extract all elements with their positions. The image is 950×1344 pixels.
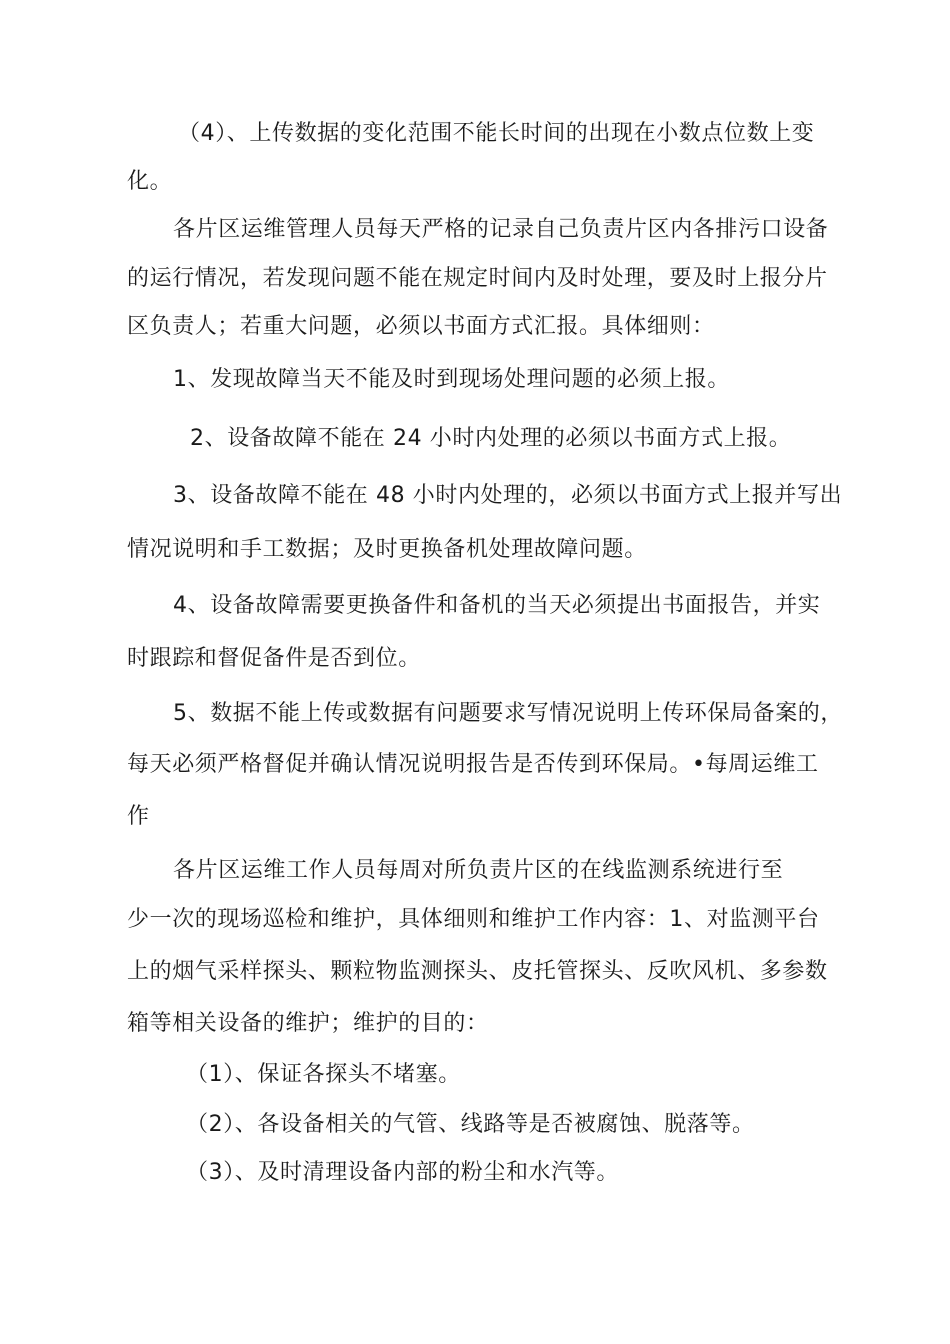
paragraph-line: 化。 xyxy=(127,169,173,194)
sub-item-2: （2）、各设备相关的气管、线路等是否被腐蚀、脱落等。 xyxy=(186,1112,755,1137)
list-item-3: 3、设备故障不能在 48 小时内处理的，必须以书面方式上报并写出 xyxy=(173,483,843,508)
list-item-2: 2、设备故障不能在 24 小时内处理的必须以书面方式上报。 xyxy=(190,426,792,451)
list-item-1: 1、发现故障当天不能及时到现场处理问题的必须上报。 xyxy=(173,367,730,392)
paragraph-line: 作 xyxy=(127,804,150,829)
paragraph-line: 情况说明和手工数据；及时更换备机处理故障问题。 xyxy=(127,537,647,562)
paragraph-line: 每天必须严格督促并确认情况说明报告是否传到环保局。•每周运维工 xyxy=(127,752,819,777)
paragraph-line: 上的烟气采样探头、颗粒物监测探头、皮托管探头、反吹风机、多参数 xyxy=(127,959,828,984)
paragraph-line: 时跟踪和督促备件是否到位。 xyxy=(127,646,421,671)
paragraph-line: 各片区运维管理人员每天严格的记录自己负责片区内各排污口设备 xyxy=(173,217,829,242)
list-item-4: 4、设备故障需要更换备件和备机的当天必须提出书面报告，并实 xyxy=(173,593,821,618)
paragraph-line: 区负责人；若重大问题，必须以书面方式汇报。具体细则： xyxy=(127,314,715,339)
list-item-5: 5、数据不能上传或数据有问题要求写情况说明上传环保局备案的， xyxy=(173,701,843,726)
sub-item-1: （1）、保证各探头不堵塞。 xyxy=(186,1062,461,1087)
paragraph-line: 箱等相关设备的维护；维护的目的： xyxy=(127,1011,489,1036)
paragraph-line: 各片区运维工作人员每周对所负责片区的在线监测系统进行至 xyxy=(173,858,784,883)
sub-item-3: （3）、及时清理设备内部的粉尘和水汽等。 xyxy=(186,1160,619,1185)
paragraph-line: （4）、上传数据的变化范围不能长时间的出现在小数点位数上变 xyxy=(178,121,815,146)
paragraph-line: 的运行情况，若发现问题不能在规定时间内及时处理，要及时上报分片 xyxy=(127,266,828,291)
paragraph-line: 少一次的现场巡检和维护，具体细则和维护工作内容：1、对监测平台 xyxy=(127,907,820,932)
